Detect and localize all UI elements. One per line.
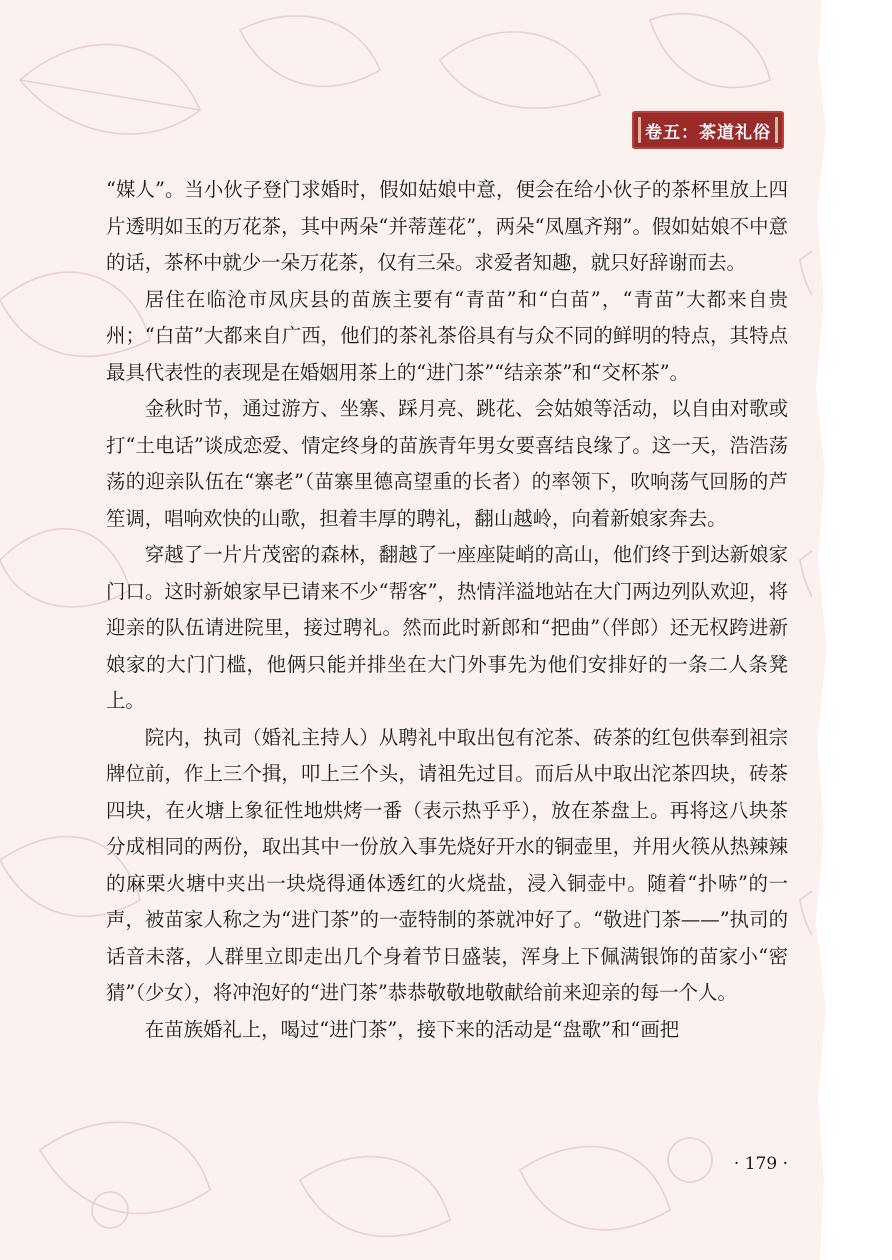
section-title-badge (632, 111, 784, 149)
section-title: 卷五：茶道礼俗 (645, 122, 771, 143)
paragraph: 在苗族婚礼上，喝过“进门茶”，接下来的活动是“盘歌”和“画把 (144, 1017, 680, 1041)
page-number: · 179 · (733, 1154, 788, 1174)
paragraph: 穿越了一片片茂密的森林，翻越了一座座陡峭的高山，他们终于到达新娘家门口。这时新娘家早已请来不少“帮客”，热情洋溢地站在大门两边列队欢迎，将迎亲的队伍请进院里，接过聘礼。然而此时新郎和“把曲”（伴郎）还无权跨进新娘家的大门门槛，他俩只能并排坐在大门外事先为他们安排好的一条二人条凳上。 (106, 543, 788, 712)
torn-paper-edge (812, 0, 834, 1260)
paragraph: 院内，执司（婚礼主持人）从聘礼中取出包有沱茶、砖茶的红包供奉到祖宗牌位前，作上三个揖，叩上三个头，请祖先过目。而后从中取出沱茶四块，砖茶四块，在火塘上象征性地烘烤一番（表示热乎乎），放在茶盘上。再将这八块茶分成相同的两份，取出其中一份放入事先烧好开水的铜壶里，并用火筷从热辣辣的麻栗火塘中夹出一块烧得通体透红的火烧盐，浸入铜壶中。随着“扑哧”的一声，被苗家人称之为“进门茶”的一壶特制的茶就冲好了。“敬进门茶——”执司的话音未落，人群里立即走出几个身着节日盛装，浑身上下佩满银饰的苗家小“密猜”（少女），将冲泡好的“进门茶”恭恭敬敬地敬献给前来迎亲的每一个人。 (106, 725, 788, 1004)
paragraph: 居住在临沧市凤庆县的苗族主要有“青苗”和“白苗”，“青苗”大都来自贵州；“白苗”大都来自广西，他们的茶礼茶俗具有与众不同的鲜明的特点，其特点最具代表性的表现是在婚姻用茶上的“进门茶”“结亲茶”和“交杯茶”。 (106, 287, 788, 384)
body-text (106, 172, 788, 1048)
paragraph: “媒人”。当小伙子登门求婚时，假如姑娘中意，便会在给小伙子的茶杯里放上四片透明如玉的万花茶，其中两朵“并蒂莲花”，两朵“凤凰齐翔”。假如姑娘不中意的话，茶杯中就少一朵万花茶，仅有三朵。求爱者知趣，就只好辞谢而去。 (106, 178, 788, 274)
paragraph: 金秋时节，通过游方、坐寨、踩月亮、跳花、会姑娘等活动，以自由对歌或打“土电话”谈成恋爱、情定终身的苗族青年男女要喜结良缘了。这一天，浩浩荡荡的迎亲队伍在“寨老”（苗寨里德高望重的长者）的率领下，吹响荡气回肠的芦笙调，唱响欢快的山歌，担着丰厚的聘礼，翻山越岭，向着新娘家奔去。 (106, 397, 788, 530)
